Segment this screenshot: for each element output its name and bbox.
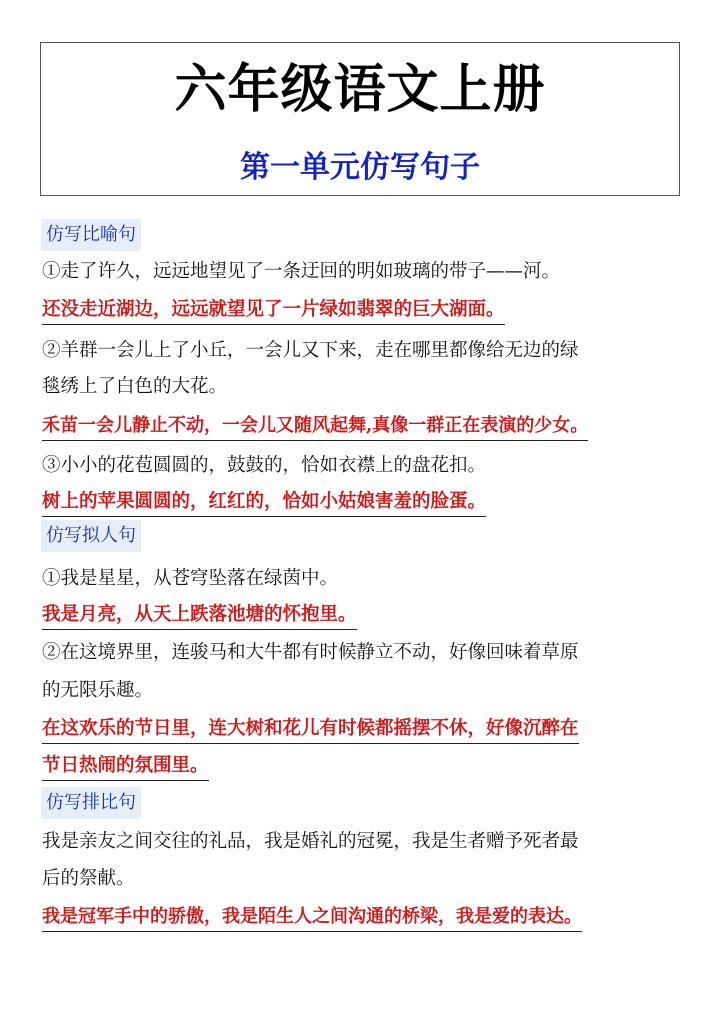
- page-subtitle: 第一单元仿写句子: [240, 150, 480, 185]
- page-title: 六年级语文上册: [174, 59, 546, 120]
- section-label-simile: 仿写比喻句: [41, 219, 141, 251]
- example-sentence: ②在这境界里，连骏马和大牛都有时候静立不动，好像回味着草原: [42, 642, 579, 663]
- answer-sentence: 在这欢乐的节日里，连大树和花儿有时候都摇摆不休，好像沉醉在: [42, 716, 579, 744]
- answer-sentence: 还没走近湖边，远远就望见了一片绿如翡翠的巨大湖面。: [42, 297, 505, 325]
- example-sentence: ②羊群一会儿上了小丘，一会儿又下来，走在哪里都像给无边的绿: [42, 340, 579, 361]
- example-sentence-cont: 的无限乐趣。: [42, 680, 154, 701]
- example-sentence-cont: 毯绣上了白色的大花。: [42, 376, 228, 397]
- section-label-personification: 仿写拟人句: [41, 520, 141, 552]
- section-label-parallelism: 仿写排比句: [41, 787, 141, 819]
- example-sentence: ③小小的花苞圆圆的，鼓鼓的，恰如衣襟上的盘花扣。: [42, 455, 487, 476]
- example-sentence: ①走了许久，远远地望见了一条迂回的明如玻璃的带子——河。: [42, 261, 561, 282]
- example-sentence-cont: 后的祭献。: [42, 868, 135, 889]
- example-sentence: 我是亲友之间交往的礼品，我是婚礼的冠冕，我是生者赠予死者最: [42, 831, 579, 852]
- answer-sentence: 我是月亮，从天上跌落池塘的怀抱里。: [42, 602, 357, 630]
- answer-sentence-cont: 节日热闹的氛围里。: [42, 753, 209, 781]
- title-box: [40, 42, 680, 196]
- answer-sentence: 禾苗一会儿静止不动，一会儿又随风起舞,真像一群正在表演的少女。: [42, 413, 588, 441]
- answer-sentence: 树上的苹果圆圆的，红红的，恰如小姑娘害羞的脸蛋。: [42, 489, 486, 517]
- example-sentence: ①我是星星，从苍穹坠落在绿茵中。: [42, 568, 339, 589]
- answer-sentence: 我是冠军手中的骄傲，我是陌生人之间沟通的桥梁，我是爱的表达。: [42, 904, 582, 932]
